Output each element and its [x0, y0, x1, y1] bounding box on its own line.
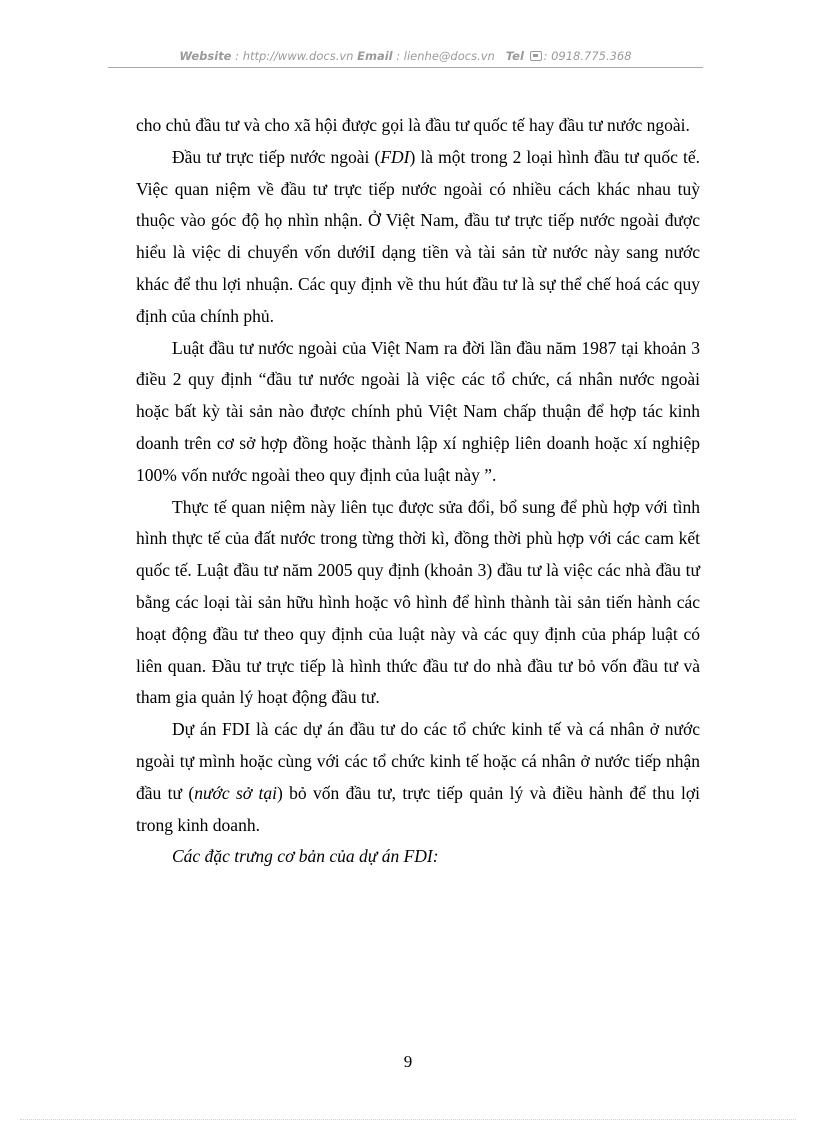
paragraph-text: ) bỏ vốn đầu tư, trực tiếp quản lý và điều hành để thu lợi trong kinh doanh.	[136, 782, 700, 835]
paragraph-fdi-project	[136, 714, 700, 841]
paragraph-law-1987	[136, 333, 700, 492]
emphasis-fdi: FDI	[380, 146, 410, 167]
page-number: 9	[403, 1052, 413, 1071]
paragraph-text: Thực tế quan niệm này liên tục được sửa đổi, bổ sung để phù hợp với tình hình thực tế của đất nước trong từng thời kì, đồng thời phù hợp với các cam kết quốc tế. Luật đầu tư năm 2005 quy định (khoản 3) đầu tư là việc các nhà đầu tư bằng các loại tài sản hữu hình hoặc vô hình để hình thành tài sản tiến hành các hoạt động đầu tư theo quy định của luật này và các quy định của pháp luật có liên quan. Đầu tư trực tiếp là hình thức đầu tư do nhà đầu tư bỏ vốn đầu tư và tham gia quản lý hoạt động đầu tư.	[136, 496, 700, 708]
website-label: Website	[179, 49, 232, 63]
paragraph-text: ) là một trong 2 loại hình đầu tư quốc tế. Việc quan niệm về đầu tư trực tiếp nước ngoài có nhiều cách khác nhau tuỳ thuộc vào góc độ họ nhìn nhận. Ở Việt Nam, đầu tư trực tiếp nước ngoài được hiểu là việc di chuyển vốn dướiI dạng tiền và tài sản từ nước này sang nước khác để thu lợi nhuận. Các quy định về thu hút đầu tư là sự thể chế hoá các quy định của chính phủ.	[136, 146, 700, 326]
tel-number: : 0918.775.368	[543, 49, 632, 63]
tel-label: Tel	[505, 49, 524, 63]
website-separator: :	[231, 49, 243, 63]
email-label: Email	[357, 49, 393, 63]
paragraph-law-2005	[136, 492, 700, 715]
document-body	[136, 110, 700, 873]
website-url: http://www.docs.vn	[242, 49, 354, 63]
bottom-divider	[20, 1119, 796, 1120]
page-header	[108, 47, 703, 68]
paragraph-text: Dự án FDI là các dự án đầu tư do các tổ chức kinh tế và cá nhân ở nước ngoài tự mình hoặc cùng với các tổ chức kinh tế hoặc cá nhân ở nước tiếp nhận đầu tư (	[136, 719, 700, 803]
paragraph-text: cho chủ đầu tư và cho xã hội được gọi là đầu tư quốc tế hay đầu tư nước ngoài.	[136, 115, 690, 135]
email-address: lienhe@docs.vn	[403, 49, 495, 63]
paragraph-text: Đầu tư trực tiếp nước ngoài (	[172, 146, 381, 167]
paragraph-text: Luật đầu tư nước ngoài của Việt Nam ra đời lần đầu năm 1987 tại khoản 3 điều 2 quy định “đầu tư nước ngoài là việc các tổ chức, cá nhân nước ngoài hoặc bất kỳ tài sản nào được chính phủ Việt Nam chấp thuận để hợp tác kinh doanh trên cơ sở hợp đồng hoặc thành lập xí nghiệp liên doanh hoặc xí nghiệp 100% vốn nước ngoài theo quy định của luật này ”.	[136, 337, 700, 485]
email-separator: :	[392, 49, 404, 63]
heading-text: Các đặc trưng cơ bản của dự án FDI:	[172, 846, 439, 867]
telephone-icon	[530, 51, 542, 61]
emphasis-host-country: nước sở tại	[194, 782, 277, 803]
paragraph-fdi-definition	[136, 142, 700, 333]
section-heading-fdi-features	[136, 841, 700, 873]
paragraph-continuation	[136, 110, 700, 142]
